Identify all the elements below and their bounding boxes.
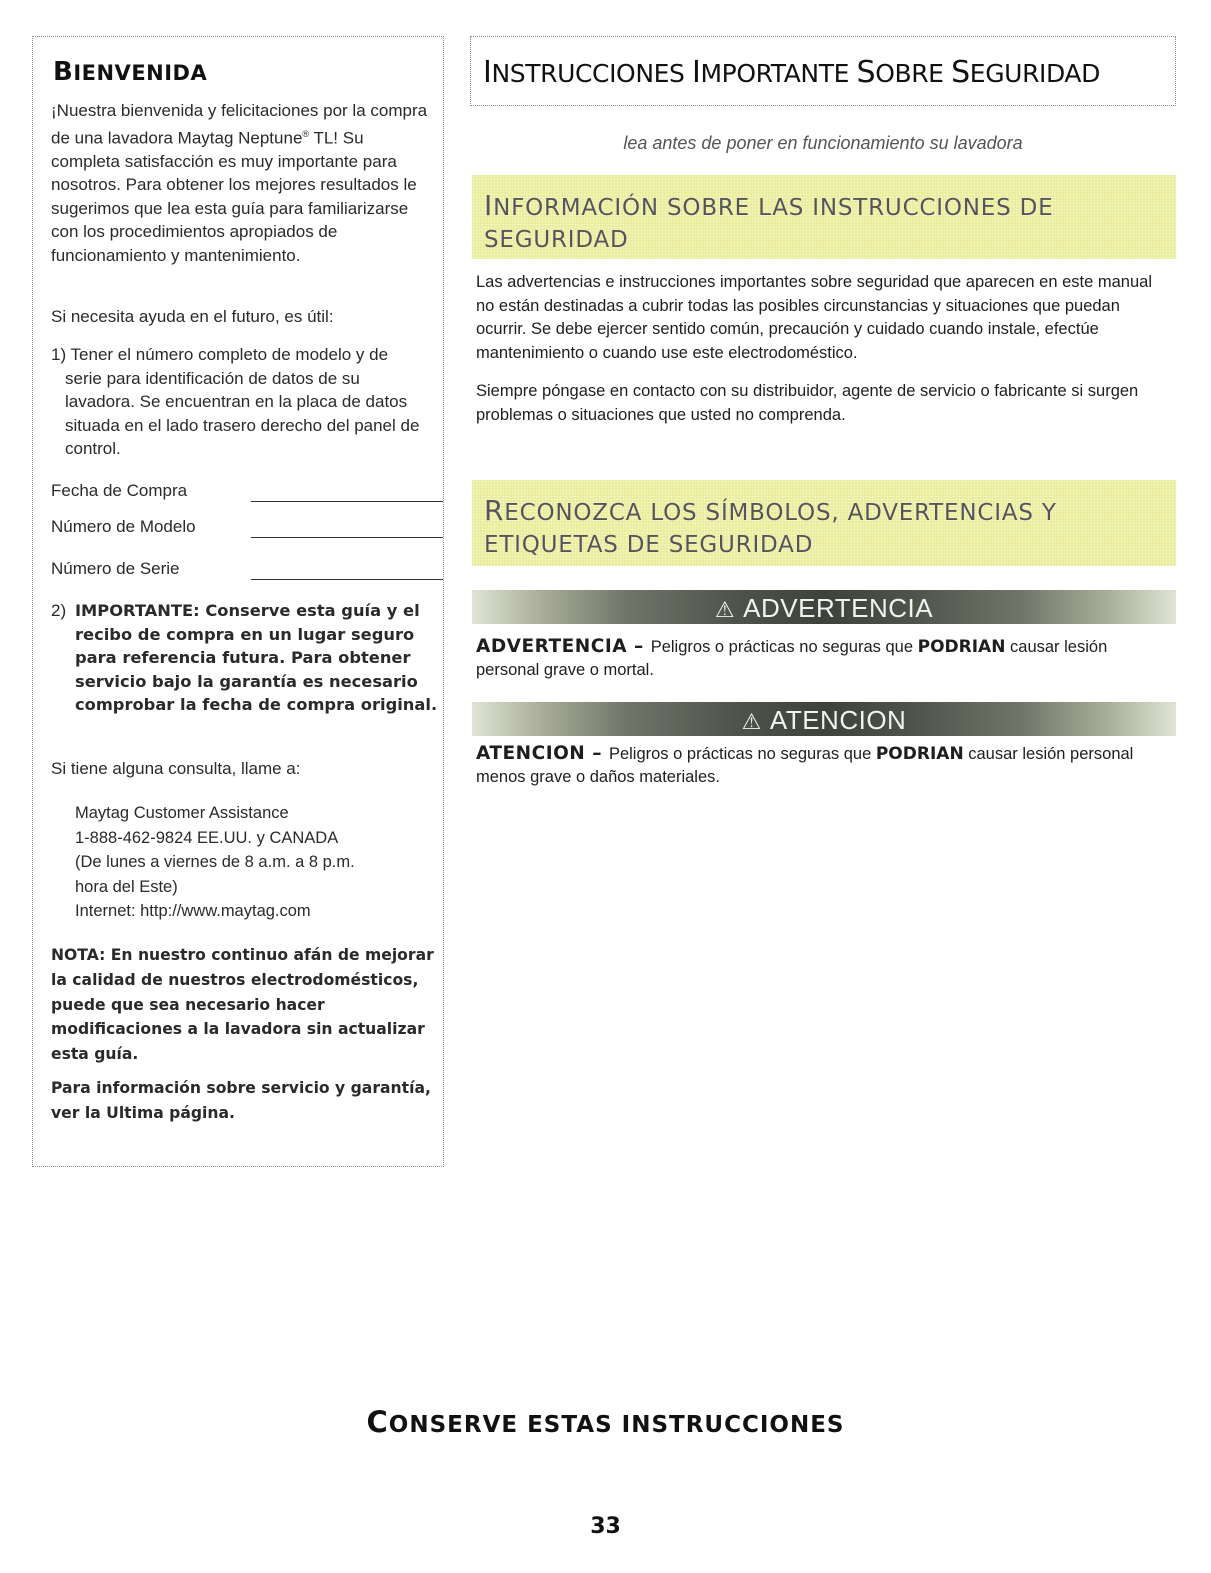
- warning-emphasis: PODRIAN: [917, 637, 1006, 657]
- model-number-label: Número de Modelo: [51, 517, 196, 536]
- safety-info-heading-line-1: [484, 190, 1176, 224]
- purchase-date-label: Fecha de Compra: [51, 481, 188, 500]
- safety-info-heading-text: NFORMACIÓN SOBRE LAS INSTRUCCIONES DE: [493, 195, 1054, 221]
- safety-title-word-3: OBRE: [875, 59, 952, 88]
- warning-text-a: Peligros o prácticas no seguras que: [650, 638, 918, 656]
- recognize-symbols-heading-cap: R: [484, 494, 505, 527]
- warning-signal-bar: [472, 590, 1176, 624]
- contact-name: Maytag Customer Assistance: [75, 804, 289, 822]
- contact-internet: Internet: http://www.maytag.com: [75, 902, 311, 920]
- caution-signal-word: ATENCION: [476, 743, 586, 764]
- safety-title-word-2: MPORTANTE: [700, 59, 857, 88]
- welcome-title-initial: B: [53, 57, 74, 87]
- safety-title-word-1: NSTRUCCIONES: [491, 59, 693, 88]
- keep-instructions-word-1: ONSERVE: [388, 1412, 528, 1438]
- caution-text-b: causar lesión personal menos grave o daños materiales.: [476, 745, 1134, 786]
- warning-dash: –: [627, 636, 651, 657]
- serial-number-row: [51, 559, 443, 587]
- safety-info-heading-cap: I: [484, 189, 494, 222]
- safety-info-heading: [472, 175, 1176, 259]
- caution-signal-label: [742, 705, 907, 736]
- important-note-number: 2): [51, 601, 67, 620]
- warning-bar-text: ADVERTENCIA: [743, 593, 934, 623]
- safety-title-cap-3: S: [856, 55, 876, 90]
- contact-dealer-paragraph: Siempre póngase en contacto con su distribuidor, agente de servicio o fabricante si surgen problemas o situaciones que usted no comprenda.: [476, 382, 1139, 424]
- warning-signal-label: [715, 593, 933, 624]
- welcome-sidebar: [32, 36, 444, 1167]
- warning-triangle-icon: ⚠: [714, 597, 736, 622]
- recognize-symbols-heading-line-2: ETIQUETAS DE SEGURIDAD: [484, 532, 814, 558]
- keep-instructions-word-3: INSTRUCCIONES: [621, 1412, 845, 1438]
- safety-info-heading-line-2: SEGURIDAD: [484, 227, 629, 253]
- safety-title-cap-1: I: [483, 55, 492, 90]
- warning-definition: [476, 636, 1166, 681]
- contact-hours: (De lunes a viernes de 8 a.m. a 8 p.m.: [75, 853, 355, 871]
- customer-assistance-contact: [75, 801, 435, 924]
- welcome-title: [53, 57, 207, 87]
- model-serial-instruction: [51, 343, 429, 461]
- service-info-paragraph: Para información sobre servicio y garantía, ver la Ultima página.: [51, 1079, 431, 1122]
- safety-title-cap-2: I: [692, 55, 701, 90]
- important-note-text: IMPORTANTE: Conserve esta guía y el recibo de compra en un lugar seguro para referencia futura. Para obtener servicio bajo la garantía es necesario comprobar la fecha de compra original.: [75, 601, 438, 715]
- safety-subtitle: lea antes de poner en funcionamiento su lavadora: [623, 133, 1023, 153]
- consult-text: Si tiene alguna consulta, llame a:: [51, 759, 301, 778]
- contact-phone: 1-888-462-9824 EE.UU. y CANADA: [75, 828, 339, 847]
- caution-bar-text: ATENCION: [769, 705, 907, 735]
- caution-emphasis: PODRIAN: [875, 744, 964, 764]
- welcome-paragraph: [51, 99, 429, 267]
- keep-instructions-cap: C: [366, 1405, 389, 1439]
- nota-paragraph: NOTA: En nuestro continuo afán de mejorar la calidad de nuestros electrodomésticos, puede que sea necesario hacer modificaciones a la lavadora sin actualizar esta guía.: [51, 946, 434, 1064]
- warning-signal-word: ADVERTENCIA: [476, 636, 628, 657]
- recognize-symbols-heading-line-1: [484, 495, 1176, 529]
- model-number-line: [251, 537, 443, 538]
- purchase-date-row: [51, 481, 443, 509]
- serial-number-line: [251, 579, 443, 580]
- safety-title: [483, 55, 1100, 90]
- recognize-symbols-heading: [472, 480, 1176, 566]
- purchase-date-line: [251, 501, 443, 502]
- welcome-text-start: ¡Nuestra bienvenida y felicitaciones por la compra de una lavadora Maytag Neptune: [51, 101, 428, 148]
- keep-instructions-word-2: ESTAS: [527, 1412, 622, 1438]
- keep-instructions-title: [0, 1405, 1211, 1439]
- caution-text-a: Peligros o prácticas no seguras que: [608, 745, 876, 763]
- warning-triangle-icon: ⚠: [741, 709, 762, 734]
- safety-title-word-4: EGURIDAD: [969, 59, 1100, 88]
- future-help-text: Si necesita ayuda en el futuro, es útil:: [51, 307, 334, 326]
- recognize-symbols-heading-text: ECONOZCA LOS SÍMBOLOS, ADVERTENCIAS Y: [504, 500, 1057, 526]
- caution-dash: –: [585, 743, 609, 764]
- page-number: 33: [590, 1514, 621, 1539]
- warning-text-b: causar lesión personal grave o mortal.: [476, 638, 1108, 679]
- caution-definition: [476, 743, 1166, 788]
- model-serial-instruction-text: 1) Tener el número completo de modelo y de serie para identificación de datos de su lavadora. Se encuentran en la placa de datos situada en el lado trasero derecho del panel de control.: [51, 345, 420, 458]
- model-number-row: [51, 517, 443, 545]
- safety-title-cap-4: S: [951, 55, 970, 90]
- caution-signal-bar: [472, 702, 1176, 736]
- welcome-text-end: TL! Su completa satisfacción es muy importante para nosotros. Para obtener los mejores resultados le sugerimos que lea esta guía para familiarizarse con los procedimientos apropiados de funcionamiento y mantenimiento.: [51, 128, 417, 265]
- contact-hours-zone: hora del Este): [75, 877, 178, 896]
- important-note: [51, 599, 441, 717]
- safety-info-paragraph: Las advertencias e instrucciones importantes sobre seguridad que aparecen en este manual no están destinadas a cubrir todas las posibles circunstancias y situaciones que puedan ocurrir. Se debe ejercer sentido común, precaución y cuidado cuando instale, efectúe mantenimiento o cuando use este electrodoméstico.: [476, 273, 1152, 362]
- serial-number-label: Número de Serie: [51, 559, 180, 578]
- registered-mark: ®: [302, 128, 310, 139]
- welcome-title-rest: IENVENIDA: [73, 61, 208, 85]
- safety-title-box: [470, 36, 1176, 106]
